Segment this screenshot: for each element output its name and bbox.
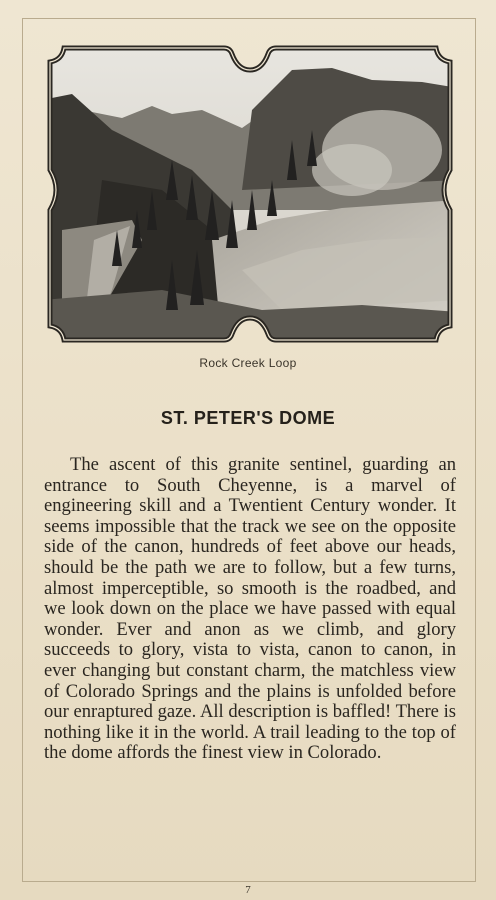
photo-caption: Rock Creek Loop: [199, 356, 297, 370]
page-number: 7: [245, 884, 251, 896]
article-title: ST. PETER'S DOME: [160, 408, 336, 428]
article-body: The ascent of this granite sentinel, guarding an entrance to South Cheyenne, is a marvel of engineering skill and a Twentient Century wonder. It seems impossible that the track we see on the opposite side of the canon, hundreds of feet above our heads, should be the path we are to follow, but a few turns, almost imperceptible, so smooth is the roadbed, and we look down on the place we have passed with equal wonder. Ever and anon as we climb, and glory succeeds to glory, vista to vista, canon to canon, in ever changing but constant charm, the matchless view of Colorado Springs and the plains is unfolded before our enraptured gaze. All description is baffled! There is nothing like it in the world. A trail leading to the top of the dome affords the finest view in Colorado.: [44, 454, 456, 764]
rock-creek-loop-photo: [42, 40, 458, 348]
